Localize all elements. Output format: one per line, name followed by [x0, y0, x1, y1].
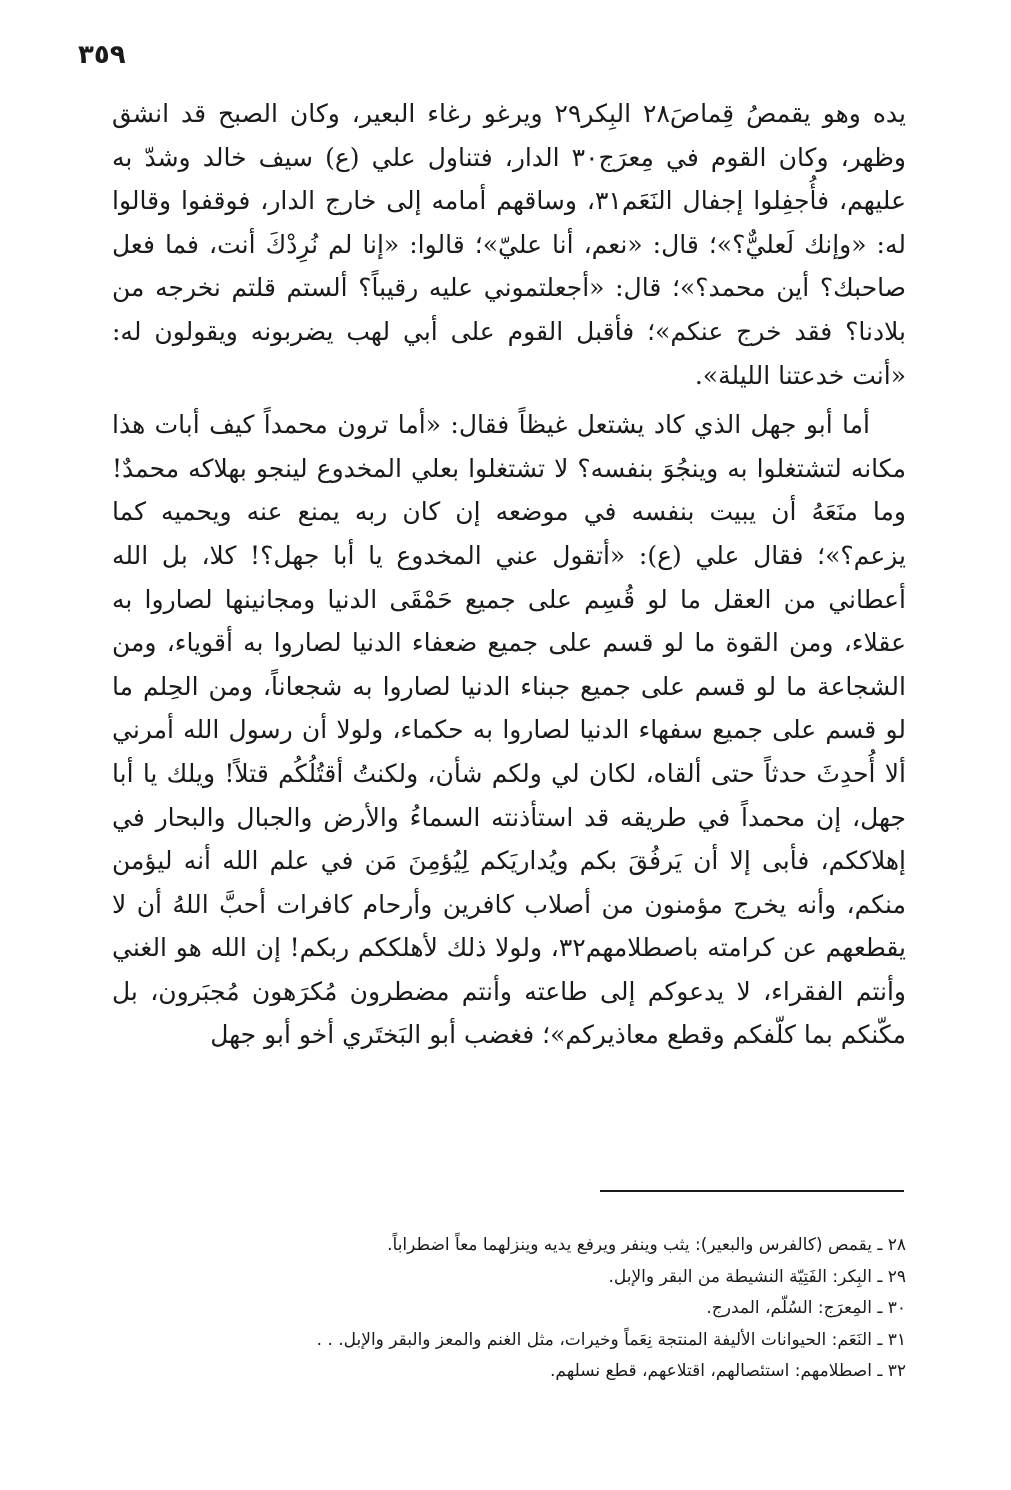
- paragraph: أما أبو جهل الذي كاد يشتعل غيظاً فقال: «أما ترون محمداً كيف أبات هذا مكانه لتشتغلوا به وينجُوَ بنفسه؟ لا تشتغلوا بعلي المخدوع لينجو بهلاكه محمدٌ! وما منَعَهُ أن يبيت بنفسه في موضعه إن كان ربه يمنع عنه ويحميه كما يزعم؟»؛ فقال علي (ع): «أتقول عني المخدوع يا أبا جهل؟! كلا، بل الله أعطاني من العقل ما لو قُسِم على جميع حَمْقَى الدنيا ومجانينها لصاروا به عقلاء، ومن القوة ما لو قسم على جميع ضعفاء الدنيا لصاروا به أقوياء، ومن الشجاعة ما لو قسم على جميع جبناء الدنيا لصاروا به شجعاناً، ومن الحِلم ما لو قسم على جميع سفهاء الدنيا لصاروا به حكماء، ولولا أن رسول الله أمرني ألا أُحدِثَ حدثاً حتى ألقاه، لكان لي ولكم شأن، ولكنتُ أقتُلُكُم قتلاً! ويلك يا أبا جهل، إن محمداً في طريقه قد استأذنته السماءُ والأرض والجبال والبحار في إهلاككم، فأبى إلا أن يَرفُقَ بكم ويُداريَكم لِيُؤمِنَ مَن في علم الله أنه ليؤمن منكم، وأنه يخرج مؤمنون من أصلاب كافرين وأرحام كافرات أحبَّ اللهُ أن لا يقطعهم عن كرامته باصطلامهم٣٢، ولولا ذلك لأهلككم ربكم! إن الله هو الغني وأنتم الفقراء، لا يدعوكم إلى طاعته وأنتم مضطرون مُكرَهون مُجبَرون، بل مكّنكم بما كلّفكم وقطع معاذيركم»؛ فغضب أبو البَختَري أخو أبو جهل: [112, 410, 906, 1050]
- page-number: ٣٥٩: [78, 40, 126, 70]
- footnote-item: ٣٠ ـ المِعرَج: السُلّم، المدرج.: [706, 1298, 906, 1318]
- footnotes: [200, 1230, 906, 1388]
- main-text: [112, 92, 906, 1057]
- footnote-divider: [600, 1190, 904, 1192]
- footnote-item: ٢٩ ـ البِكر: الفَتِيّة النشيطة من البقر والإبل.: [608, 1266, 906, 1287]
- footnote-item: ٢٨ ـ يقمص (كالفرس والبعير): يثب وينفر ويرفع يديه وينزلهما معاً اضطراباً.: [387, 1235, 906, 1255]
- footnote-item: ٣١ ـ النَعَم: الحيوانات الأليفة المنتجة نِعَماً وخيرات، مثل الغنم والمعز والبقر والإبل. . .: [316, 1329, 906, 1350]
- paragraph: يده وهو يقمصُ قِماصَ٢٨ البِكر٢٩ ويرغو رغاء البعير، وكان الصبح قد انشق وظهر، وكان القوم في مِعرَج٣٠ الدار، فتناول علي (ع) سيف خالد وشدّ به عليهم، فأُجفِلوا إجفال النَعَم٣١، وساقهم أمامه إلى خارج الدار، فوقفوا وقالوا له: «وإنك لَعليٌّ؟»؛ قال: «نعم، أنا عليّ»؛ قالوا: «إنا لم نُرِدْكَ أنت، فما فعل صاحبك؟ أين محمد؟»؛ قال: «أجعلتموني عليه رقيباً؟ ألستم قلتم نخرجه من بلادنا؟ فقد خرج عنكم»؛ فأقبل القوم على أبي لهب يضربونه ويقولون له: «أنت خدعتنا الليلة».: [112, 99, 906, 390]
- footnote-item: ٣٢ ـ اصطلامهم: استئصالهم، اقتلاعهم، قطع نسلهم.: [550, 1361, 906, 1381]
